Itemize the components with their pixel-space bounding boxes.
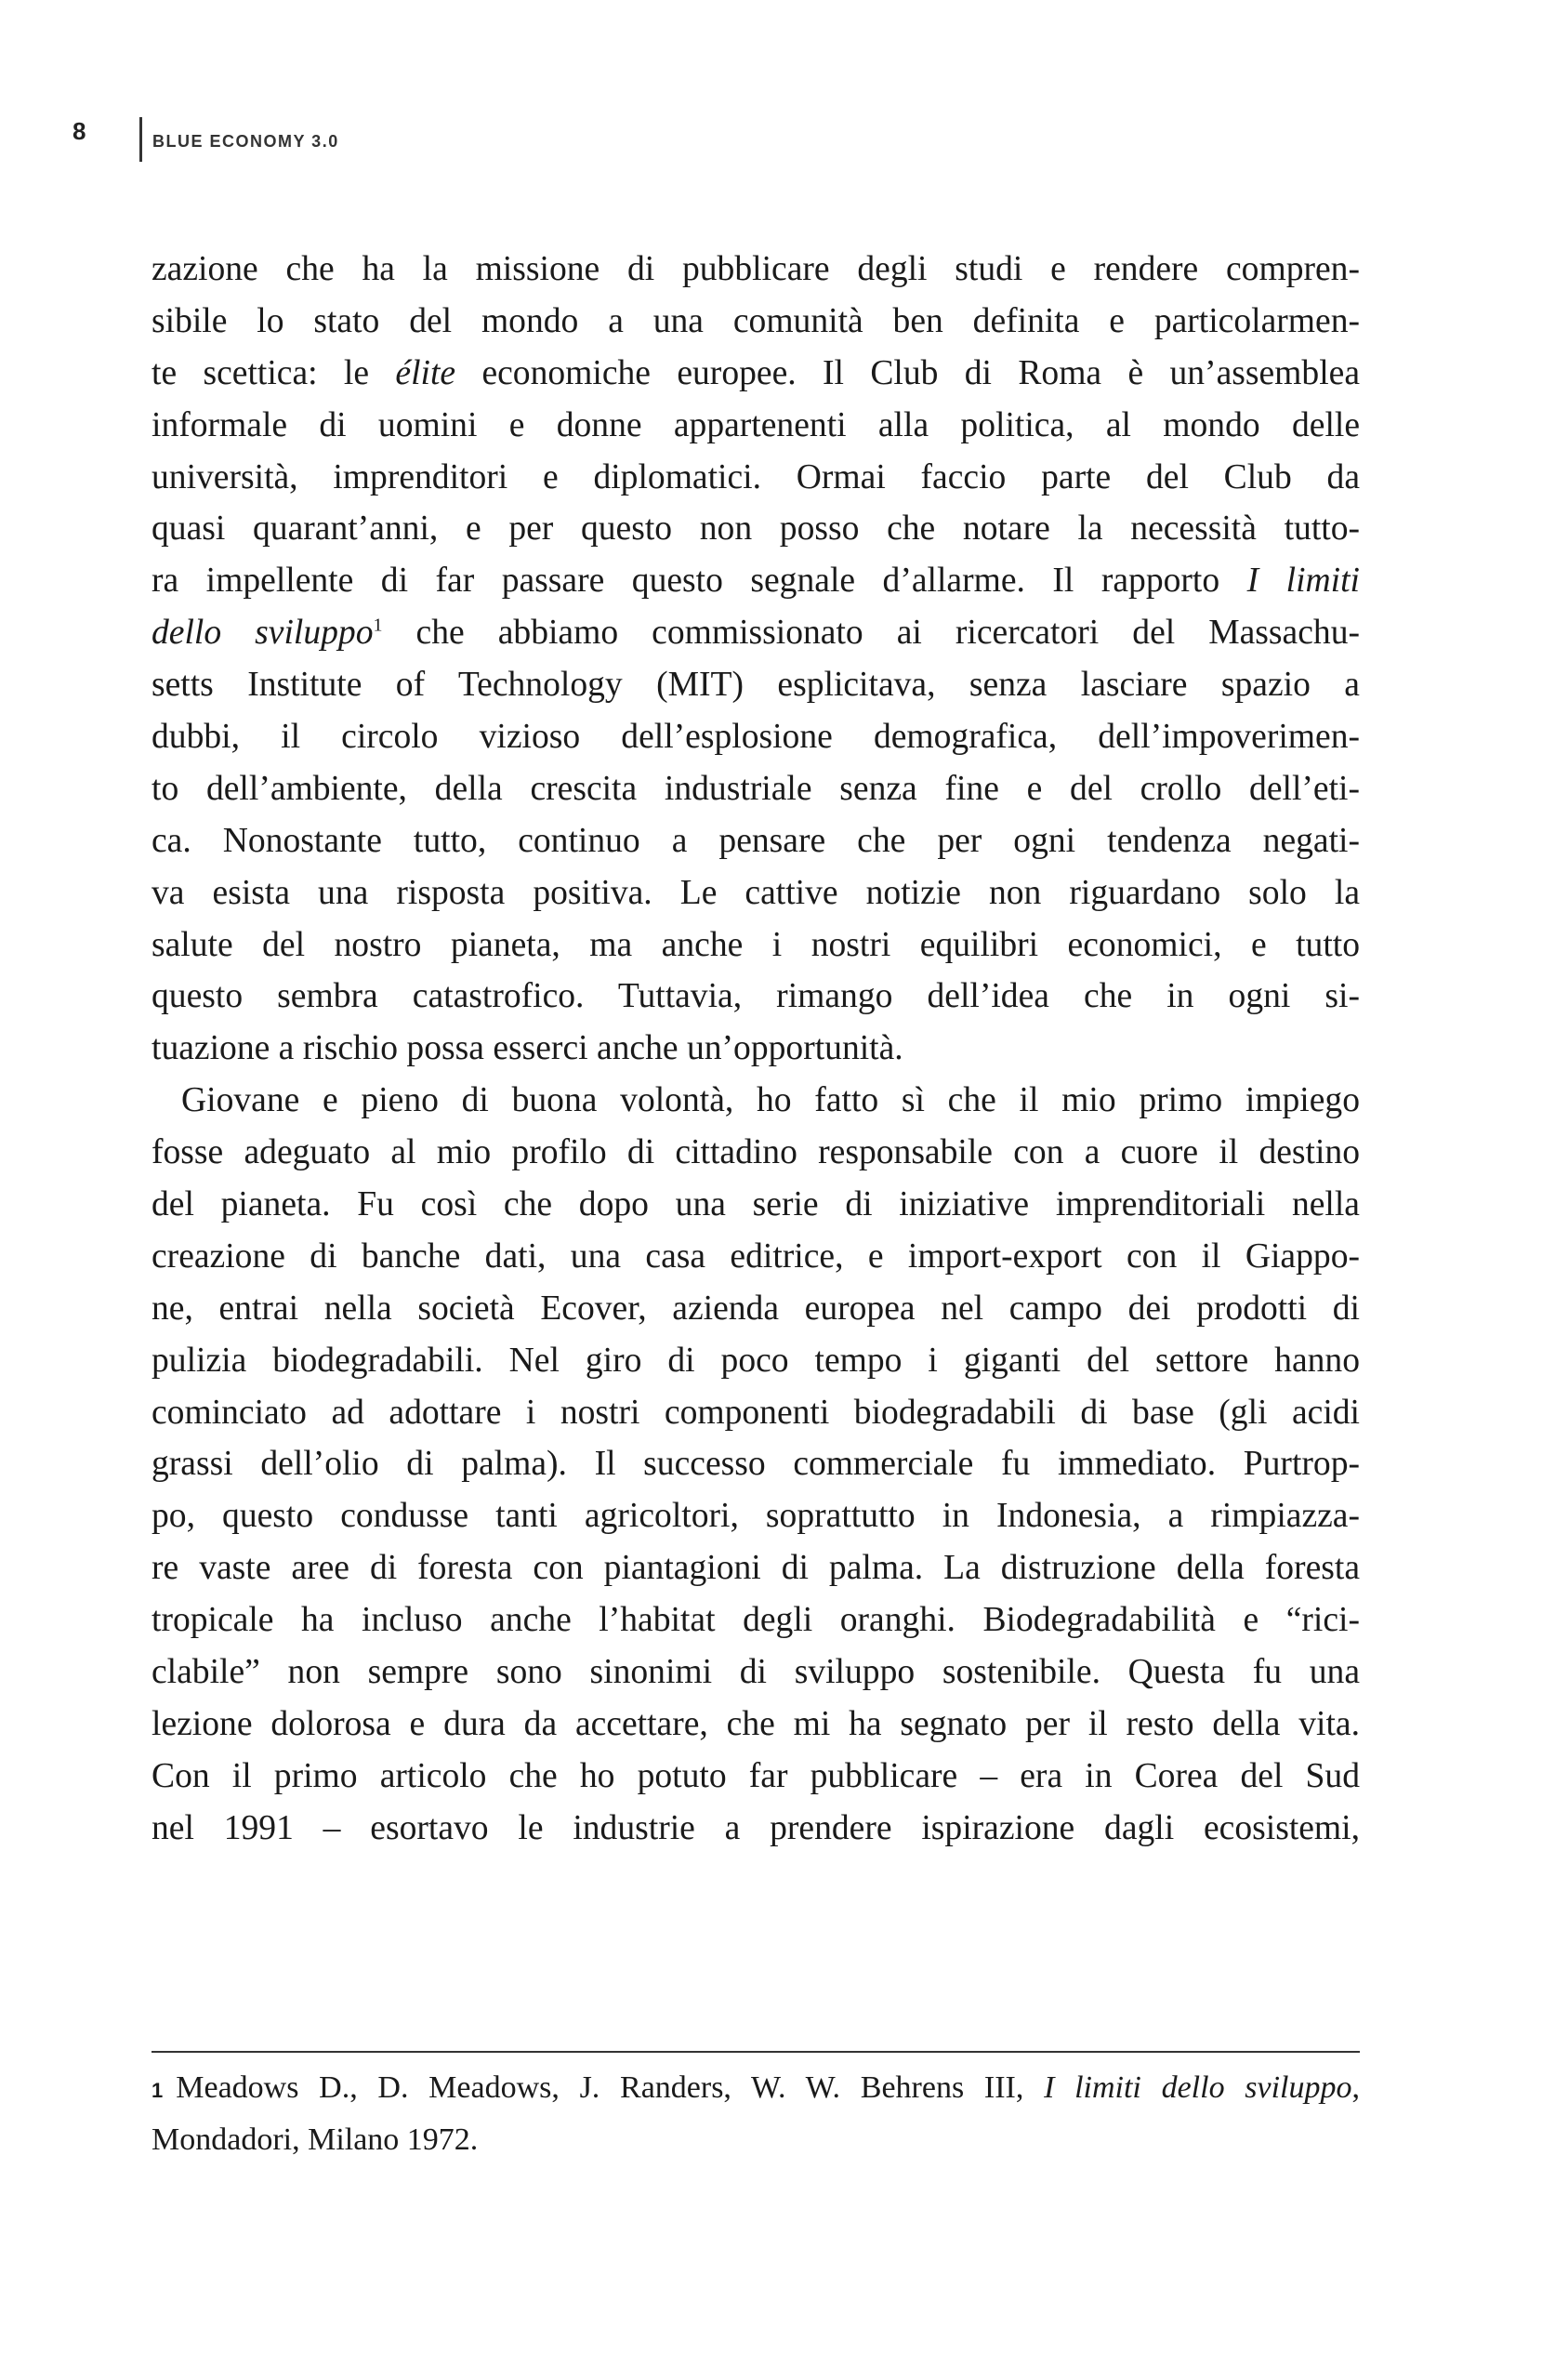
footnote-ref: 1 (373, 615, 383, 636)
italic-title: élite (395, 353, 456, 392)
body-line: po, questo condusse tanti agricoltori, soprattutto in Indonesia, a rimpiazza- (152, 1497, 1360, 1536)
footnote-title: I limiti dello sviluppo (1044, 2070, 1352, 2105)
body-line: Con il primo articolo che ho potuto far pubblicare – era in Corea del Sud (152, 1756, 1360, 1795)
body-line (152, 555, 1360, 607)
body-line: questo sembra catastrofico. Tuttavia, rimango dell’idea che in ogni si- (152, 977, 1360, 1016)
body-line: salute del nostro pianeta, ma anche i nostri equilibri economici, e tutto (152, 925, 1360, 964)
body-line: ca. Nonostante tutto, continuo a pensare che per ogni tendenza negati- (152, 821, 1360, 860)
body-line: fosse adeguato al mio profilo di cittadino responsabile con a cuore il destino (152, 1133, 1360, 1172)
body-line: tuazione a rischio possa esserci anche un’opportunità. (152, 1029, 903, 1068)
italic-title: I limiti (1246, 562, 1360, 601)
body-line: creazione di banche dati, una casa editrice, e import-export con il Giappo- (152, 1236, 1360, 1276)
text-run: economiche europee. Il Club di Roma è un’assemblea (455, 353, 1360, 392)
running-head: BLUE ECONOMY 3.0 (152, 132, 339, 151)
footnote-line-1 (152, 2066, 1360, 2118)
body-line (152, 348, 1360, 400)
body-line: va esista una risposta positiva. Le cattive notizie non riguardano solo la (152, 873, 1360, 912)
body-line: lezione dolorosa e dura da accettare, che mi ha segnato per il resto della vita. (152, 1704, 1360, 1743)
body-line (152, 607, 1360, 659)
body-line: grassi dell’olio di palma). Il successo commerciale fu immediato. Purtrop- (152, 1445, 1360, 1484)
body-line: università, imprenditori e diplomatici. Ormai faccio parte del Club da (152, 457, 1360, 496)
body-line: quasi quarant’anni, e per questo non posso che notare la necessità tutto- (152, 509, 1360, 549)
text-run: ra impellente di far passare questo segnale d’allarme. Il rapporto (152, 562, 1247, 601)
body-line: dubbi, il circolo vizioso dell’esplosione demografica, dell’impoverimen- (152, 718, 1360, 757)
header-divider (139, 117, 142, 162)
paragraph-first-line: Giovane e pieno di buona volontà, ho fatto sì che il mio primo impiego (181, 1081, 1360, 1120)
body-line: tropicale ha incluso anche l’habitat degli oranghi. Biodegradabilità e “rici- (152, 1601, 1360, 1640)
page-header (72, 117, 630, 162)
footnote-text: Meadows D., D. Meadows, J. Randers, W. W. Behrens III, (176, 2070, 1045, 2105)
body-line: re vaste aree di foresta con piantagioni di palma. La distruzione della foresta (152, 1549, 1360, 1588)
footnote-punct: , (1351, 2070, 1360, 2105)
footnote-line-2: Mondadori, Milano 1972. (152, 2122, 479, 2157)
body-line: ne, entrai nella società Ecover, azienda europea nel campo dei prodotti di (152, 1289, 1360, 1328)
page-number: 8 (72, 117, 86, 145)
footnote-number: 1 (152, 2079, 164, 2102)
body-line: setts Institute of Technology (MIT) esplicitava, senza lasciare spazio a (152, 666, 1360, 705)
body-line: nel 1991 – esortavo le industrie a prendere ispirazione dagli ecosistemi, (152, 1808, 1360, 1847)
footnotes (152, 2066, 1360, 2170)
body-line: del pianeta. Fu così che dopo una serie di iniziative imprenditoriali nella (152, 1185, 1360, 1224)
footnote-divider (152, 2051, 1360, 2053)
italic-title: dello sviluppo (152, 614, 374, 653)
body-text (152, 244, 1360, 1855)
text-run: che abbiamo commissionato ai ricercatori del Massachu- (382, 614, 1361, 653)
body-line: clabile” non sempre sono sinonimi di sviluppo sostenibile. Questa fu una (152, 1653, 1360, 1692)
text-run: te scettica: le (152, 353, 396, 392)
body-line: sibile lo stato del mondo a una comunità ben definita e particolarmen- (152, 301, 1360, 340)
body-line: cominciato ad adottare i nostri componenti biodegradabili di base (gli acidi (152, 1393, 1360, 1432)
body-line: pulizia biodegradabili. Nel giro di poco tempo i giganti del settore hanno (152, 1341, 1360, 1380)
body-line: informale di uomini e donne appartenenti alla politica, al mondo delle (152, 405, 1360, 444)
body-line: to dell’ambiente, della crescita industriale senza fine e del crollo dell’eti- (152, 769, 1360, 808)
body-line: zazione che ha la missione di pubblicare degli studi e rendere compren- (152, 250, 1360, 288)
